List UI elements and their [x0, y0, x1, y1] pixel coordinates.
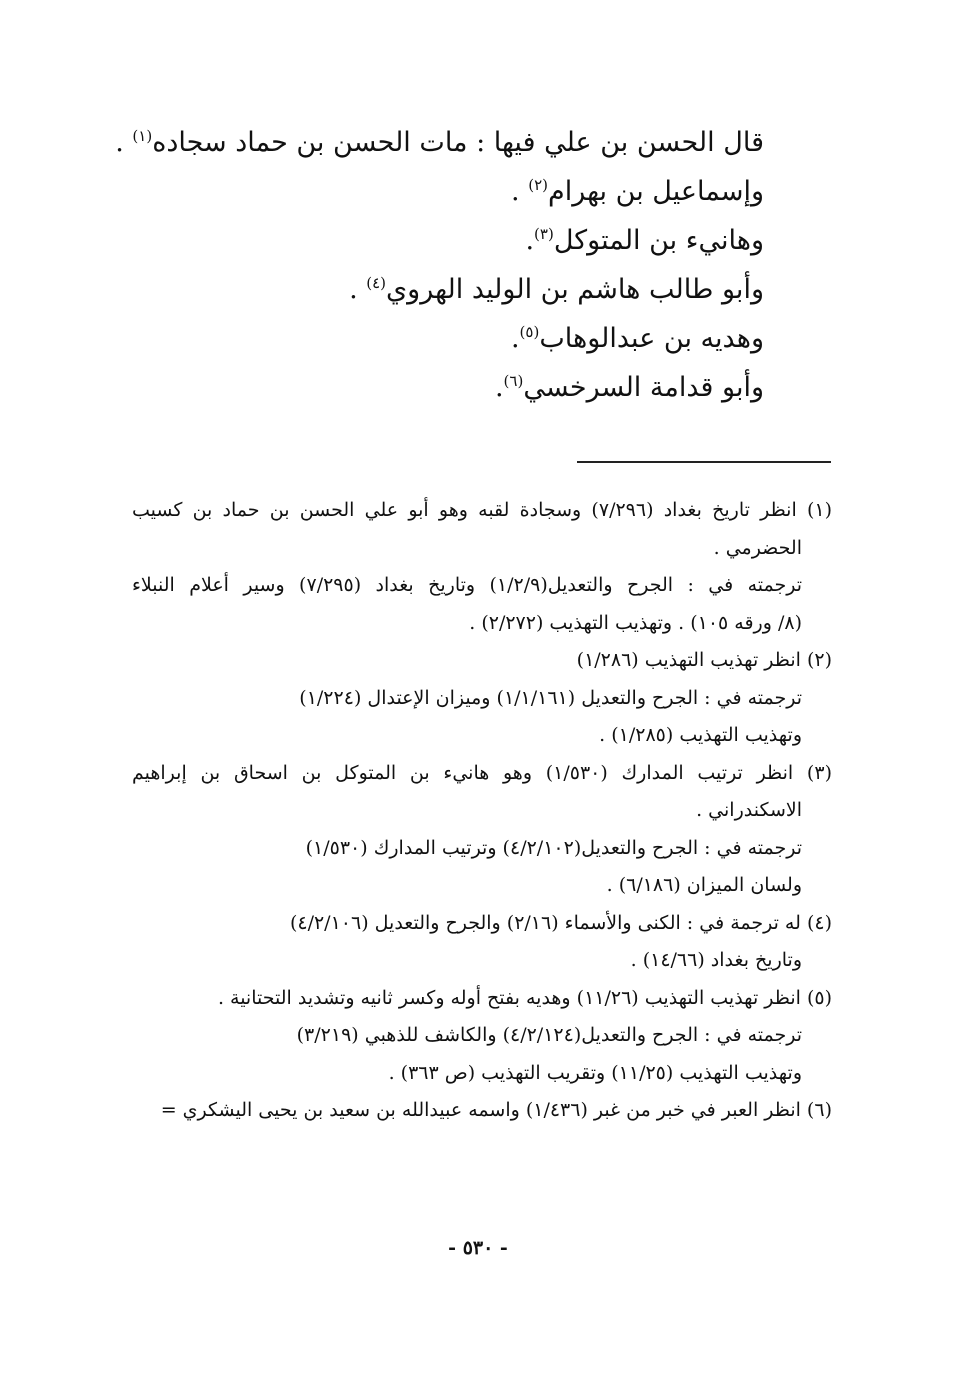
footnote-line: (١) انظر تاريخ بغداد (٧/٢٩٦) وسجادة لقبه وهو أبو علي الحسن بن حماد بن كسيب: [132, 499, 833, 521]
footnote-line: (٢) انظر تهذيب التهذيب (١/٢٨٦): [576, 649, 832, 671]
page-number: - ٥٣٠ -: [448, 1237, 508, 1259]
footnote-line: (٤) له ترجمة في : الكنى والأسماء (٢/١٦) والجرح والتعديل (٤/٢/١٠٦): [289, 911, 832, 934]
footnote-line: (٨/ ورقه ١٠٥) . وتهذيب التهذيب (٢/٢٧٢) .: [469, 611, 802, 634]
footnote-line: (٣) انظر ترتيب المدارك (١/٥٣٠) وهو هانيء بن المتوكل بن اسحاق بن إبراهيم: [132, 761, 832, 784]
footnote-line: وتهذيب التهذيب (١١/٢٥) وتقريب التهذيب (ص ٣٦٣) .: [388, 1061, 802, 1084]
footnote-line: (٥) انظر تهذيب التهذيب (١١/٢٦) وهديه بفتح أوله وكسر ثانيه وتشديد التحتانية .: [217, 986, 832, 1009]
main-text: [115, 118, 764, 412]
footnote-line: ترجمته في : الجرح والتعديل(١/٢/٩) وتاريخ بغداد (٧/٢٩٥) وسير أعلام النبلاء: [132, 574, 803, 596]
main-line-1: قال الحسن بن علي فيها : مات الحسن بن حماد سجاده$^{(١)}$ .: [115, 127, 764, 158]
main-line-2: وإسماعيل بن بهرام$^{(٢)}$ .: [511, 176, 764, 207]
footnote-ref-3: (٣): [534, 225, 554, 243]
footnote-line: ولسان الميزان (٦/١٨٦) .: [606, 874, 802, 896]
footnote-separator: [577, 461, 831, 463]
footnote-line: ترجمته في : الجرح والتعديل(٤/٢/١٢٤) والكاشف للذهبي (٣/٢١٩): [296, 1024, 802, 1046]
footnote-ref-4: (٤): [366, 274, 387, 292]
footnote-ref-6: (٦): [503, 372, 524, 390]
main-line-4: وأبو طالب هاشم بن الوليد الهروي$^{(٤)}$ .: [349, 274, 764, 305]
footnote-ref-5: (٥): [519, 323, 540, 341]
footnote-ref-1: (١): [132, 127, 153, 145]
footnote-line: الاسكندراني .: [696, 799, 802, 821]
footnote-line: (٦) انظر العبر في خبر من غبر (١/٤٣٦) واسمه عبيدالله بن سعيد بن يحيى اليشكري =: [160, 1099, 832, 1121]
footnote-line: وتهذيب التهذيب (١/٢٨٥) .: [599, 724, 802, 746]
footnotes: [132, 492, 832, 1130]
footnote-line: وتاريخ بغداد (١٤/٦٦) .: [630, 949, 802, 971]
footnote-line: ترجمته في : الجرح والتعديل(٤/٢/١٠٢) وترتيب المدارك (١/٥٣٠): [305, 836, 802, 859]
main-line-3: وهانيء بن المتوكل$^{(٣)}$.: [525, 225, 764, 256]
footnote-line: ترجمته في : الجرح والتعديل (١/١/١٦١) وميزان الإعتدال (١/٢٢٤): [299, 686, 802, 709]
footnote-ref-2: (٢): [528, 176, 548, 194]
footnote-line: الحضرمي .: [713, 536, 802, 559]
main-line-6: وأبو قدامة السرخسي$^{(٦)}$.: [494, 372, 764, 403]
main-line-5: وهديه بن عبدالوهاب$^{(٥)}$.: [510, 323, 764, 354]
